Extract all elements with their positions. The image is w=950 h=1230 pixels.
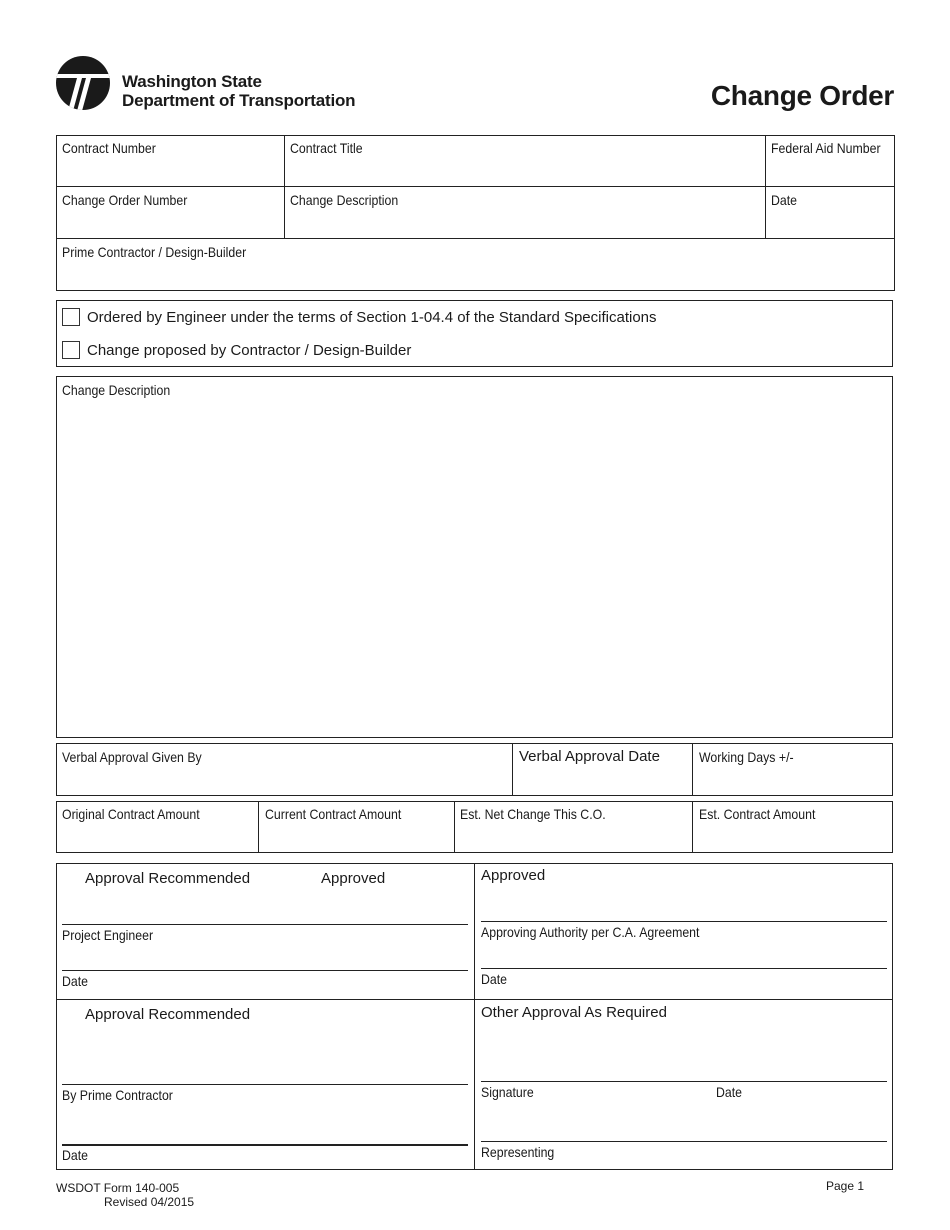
other-approval-title: Other Approval As Required <box>481 1004 667 1021</box>
approving-authority-label: Approving Authority per C.A. Agreement <box>481 924 700 940</box>
approved-authority-title: Approved <box>481 867 546 884</box>
approving-authority-date-line[interactable] <box>481 968 887 969</box>
representing-line[interactable] <box>481 1141 887 1142</box>
contract-number-field[interactable]: Contract Number <box>62 140 156 156</box>
contract-title-field[interactable]: Contract Title <box>290 140 363 156</box>
prime-contractor-label: By Prime Contractor <box>62 1087 173 1103</box>
approving-authority-signature-line[interactable] <box>481 921 887 922</box>
proposed-by-contractor-checkbox[interactable] <box>62 341 80 359</box>
project-engineer-signature-line[interactable] <box>62 924 468 925</box>
other-approval-signature-line[interactable] <box>481 1081 887 1082</box>
change-description-label: Change Description <box>62 382 171 398</box>
net-change-field[interactable]: Est. Net Change This C.O. <box>460 806 606 822</box>
other-approval-date-label: Date <box>716 1084 743 1100</box>
prime-contractor-field[interactable]: Prime Contractor / Design-Builder <box>62 244 247 260</box>
change-description-field[interactable]: Change Description <box>290 192 399 208</box>
proposed-by-contractor-label: Change proposed by Contractor / Design-Builder <box>87 342 412 359</box>
working-days-field[interactable]: Working Days +/- <box>699 749 794 765</box>
ordered-by-engineer-checkbox[interactable] <box>62 308 80 326</box>
revised-date: Revised 04/2015 <box>104 1195 195 1209</box>
est-contract-amount-field[interactable]: Est. Contract Amount <box>699 806 816 822</box>
other-approval-signature-label: Signature <box>481 1084 534 1100</box>
verbal-approval-given-by-field[interactable]: Verbal Approval Given By <box>62 749 202 765</box>
page-number: Page 1 <box>826 1179 865 1193</box>
representing-label: Representing <box>481 1144 555 1160</box>
project-engineer-date-label: Date <box>62 973 89 989</box>
prime-contractor-signature-line[interactable] <box>62 1084 468 1085</box>
original-contract-amount-field[interactable]: Original Contract Amount <box>62 806 200 822</box>
contractor-approval-recommended-label: Approval Recommended <box>85 1006 251 1023</box>
contract-info-table <box>56 135 895 291</box>
approving-authority-date-label: Date <box>481 971 508 987</box>
ordered-by-engineer-label: Ordered by Engineer under the terms of Section 1-04.4 of the Standard Specifications <box>87 309 657 326</box>
project-engineer-date-line[interactable] <box>62 970 468 971</box>
change-description-textarea[interactable] <box>56 376 893 738</box>
form-number: WSDOT Form 140-005 <box>56 1181 180 1195</box>
agency-line-2: Department of Transportation <box>122 91 356 110</box>
approved-label: Approved <box>321 870 386 887</box>
agency-line-1: Washington State <box>122 72 262 91</box>
current-contract-amount-field[interactable]: Current Contract Amount <box>265 806 402 822</box>
wsdot-logo-icon <box>55 55 111 111</box>
change-order-number-field[interactable]: Change Order Number <box>62 192 188 208</box>
prime-contractor-date-label: Date <box>62 1147 89 1163</box>
form-title: Change Order <box>710 80 894 111</box>
agency-name <box>122 72 355 110</box>
date-field[interactable]: Date <box>771 192 798 208</box>
verbal-approval-date-field[interactable]: Verbal Approval Date <box>519 748 660 765</box>
project-engineer-label: Project Engineer <box>62 927 154 943</box>
federal-aid-number-field[interactable]: Federal Aid Number <box>771 140 881 156</box>
prime-contractor-date-line[interactable] <box>62 1144 468 1146</box>
approval-recommended-label: Approval Recommended <box>85 870 251 887</box>
